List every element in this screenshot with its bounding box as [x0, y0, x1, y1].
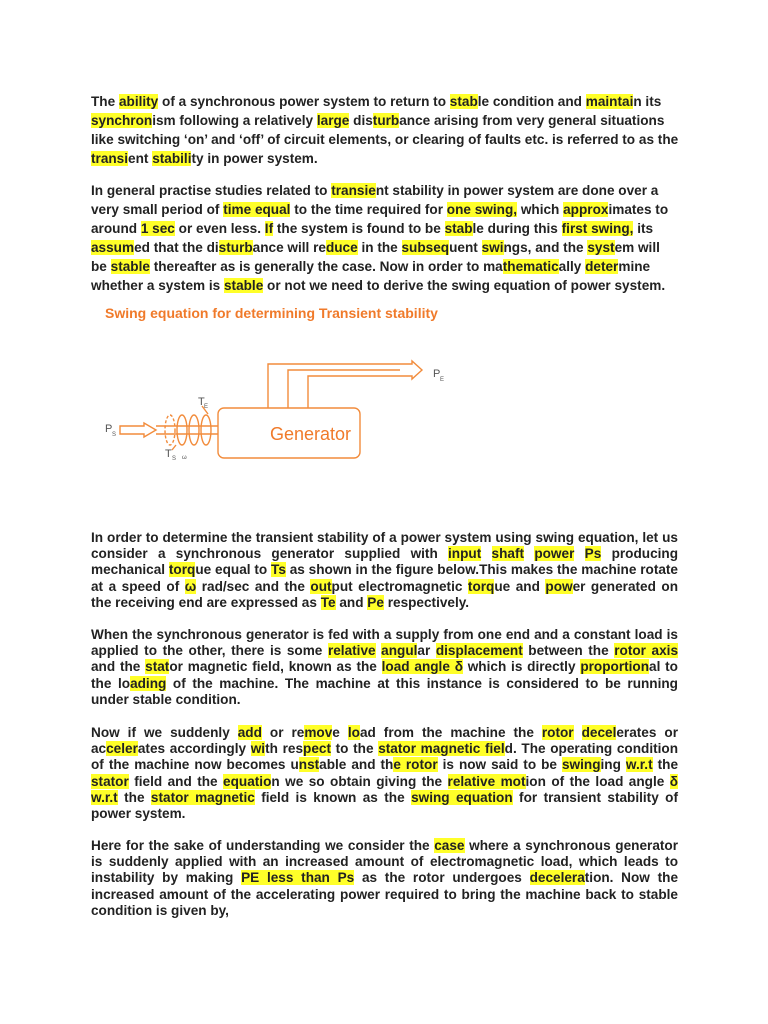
te-label: T: [198, 396, 205, 408]
text-run: the system is found to be: [273, 221, 445, 236]
text-run: which is directly: [462, 659, 581, 675]
text-run: of a synchronous power system to return to: [158, 94, 450, 109]
ts-label: T: [165, 448, 172, 460]
highlighted-term: maintai: [585, 94, 634, 109]
highlighted-term: out: [310, 578, 332, 594]
text-run: d. The operating condition of the machine now becomes u: [91, 741, 679, 773]
text-run: [574, 725, 582, 740]
torque-arc-1: [165, 415, 175, 445]
highlighted-term: displacement: [435, 643, 523, 659]
highlighted-term: Pe: [367, 594, 384, 610]
input-arrow: [120, 423, 156, 437]
highlighted-term: assum: [91, 240, 135, 255]
text-run: er generated on the receiving end are expressed as: [91, 578, 678, 610]
text-run: tion. Now the increased amount of the accelerating power required to bring the machine back to stable condition is given by,: [91, 870, 679, 918]
highlighted-term: celer: [106, 741, 138, 757]
highlighted-term: Te: [320, 594, 336, 610]
text-run: which: [517, 202, 564, 217]
highlighted-term: stat: [145, 659, 170, 675]
text-run: or re: [261, 725, 305, 740]
highlighted-term: large: [316, 113, 350, 128]
ts-subscript: S: [172, 456, 177, 462]
text-run: [481, 546, 491, 561]
highlighted-term: synchron: [91, 113, 153, 128]
text-run: as the rotor undergoes: [354, 870, 530, 886]
text-run: ad from the machine the: [359, 725, 542, 740]
highlighted-term: turb: [372, 113, 400, 128]
text-run: is now said to be: [437, 757, 562, 773]
paragraph-swing-equation: [91, 725, 678, 822]
text-run: ue and: [494, 578, 546, 594]
text-run: the: [117, 789, 151, 805]
highlighted-term: ω: [184, 578, 197, 594]
text-run: le condition and: [477, 94, 586, 109]
highlighted-term: transie: [331, 183, 376, 198]
highlighted-term: angul: [381, 643, 418, 659]
highlighted-term: w.r.t: [625, 757, 653, 773]
text-run: The: [91, 94, 119, 109]
text-run: ance will re: [252, 240, 326, 255]
text-run: mine whether a system is: [91, 259, 651, 293]
text-run: ates accordingly: [137, 741, 251, 757]
highlighted-term: first swing,: [561, 221, 634, 236]
text-run: ing: [600, 757, 626, 773]
highlighted-term: stab: [449, 94, 478, 109]
highlighted-term: swing: [562, 757, 601, 773]
text-run: al to the lo: [91, 659, 678, 691]
text-run: ty in power system.: [191, 151, 318, 166]
highlighted-term: wi: [250, 741, 266, 757]
highlighted-term: stable: [110, 259, 150, 274]
generator-label: Generator: [270, 424, 352, 444]
paragraph-swing-setup: [91, 530, 678, 611]
text-run: as shown in the figure below.This makes the machine rotate at a speed of: [91, 562, 678, 594]
ps-label: P: [105, 423, 113, 435]
text-run: ue equal to: [195, 562, 272, 578]
highlighted-term: rotor axis: [614, 643, 678, 659]
highlighted-term: Ts: [271, 562, 286, 578]
text-run: em will be: [91, 240, 660, 274]
highlighted-term: swing equation: [411, 789, 513, 805]
highlighted-term: power: [534, 546, 575, 562]
text-run: imates to around: [91, 202, 669, 236]
highlighted-term: pect: [303, 741, 331, 757]
highlighted-term: one swing,: [446, 202, 518, 217]
paragraph-load-angle: [91, 627, 678, 708]
text-run: put electromagnetic: [331, 578, 468, 594]
highlighted-term: If: [264, 221, 274, 236]
highlighted-term: time equal: [223, 202, 291, 217]
text-run: uent: [449, 240, 482, 255]
highlighted-term: pow: [545, 578, 573, 594]
text-run: nt stability in power system are done over a very small period of: [91, 183, 659, 217]
text-run: Here for the sake of understanding we consider the: [91, 838, 435, 853]
highlighted-term: torq: [467, 578, 495, 594]
text-run: to the time required for: [290, 202, 447, 217]
output-line-3: [308, 376, 400, 408]
highlighted-term: stator: [91, 773, 129, 789]
text-run: and: [335, 594, 368, 610]
highlighted-term: case: [434, 838, 465, 853]
text-run: ally: [558, 259, 586, 274]
highlighted-term: shaft: [491, 546, 525, 562]
text-run: In general practise studies related to: [91, 183, 332, 198]
text-run: and the: [91, 659, 146, 675]
highlighted-term: swi: [481, 240, 504, 255]
text-run: ent: [128, 151, 153, 166]
text-run: of the machine. The machine at this instance is considered to be running under stable condition.: [91, 675, 678, 707]
highlighted-term: deter: [585, 259, 619, 274]
text-run: ed that the di: [134, 240, 219, 255]
text-run: thereafter as is generally the case. Now in order to ma: [149, 259, 503, 274]
text-run: Now if we suddenly: [91, 725, 238, 740]
highlighted-term: PE less than Ps: [241, 870, 355, 886]
highlighted-term: stabili: [152, 151, 192, 166]
pe-label: P: [433, 368, 441, 380]
text-run: [574, 546, 584, 561]
paragraph-transient-studies: [91, 181, 679, 295]
text-run: its: [633, 221, 654, 236]
text-run: ngs, and the: [503, 240, 588, 255]
highlighted-term: approx: [563, 202, 609, 217]
highlighted-term: mov: [304, 725, 333, 740]
text-run: In order to determine the transient stability of a power system using swing equation, let us consider a synchronous generator supplied with: [91, 530, 678, 562]
highlighted-term: 1 sec: [140, 221, 175, 236]
torque-arc-2: [177, 415, 187, 445]
highlighted-term: Ps: [584, 546, 602, 562]
text-run: le during this: [472, 221, 562, 236]
highlighted-term: δ w.r.t: [91, 773, 679, 805]
paragraph-intro: [91, 92, 679, 168]
text-run: rad/sec and the: [196, 578, 311, 594]
text-run: or not we need to derive the swing equation of power system.: [263, 278, 666, 293]
text-run: When the synchronous generator is fed with a supply from one end and a constant load is applied to the other, there is some: [91, 627, 678, 659]
highlighted-term: subseq: [401, 240, 450, 255]
paragraph-deceleration: [91, 838, 678, 919]
highlighted-term: thematic: [502, 259, 559, 274]
highlighted-term: duce: [325, 240, 358, 255]
text-run: between the: [522, 643, 615, 659]
text-run: n its: [633, 94, 662, 109]
highlighted-term: transi: [91, 151, 129, 166]
highlighted-term: ading: [130, 675, 167, 691]
highlighted-term: stator magnetic fiel: [378, 741, 505, 757]
text-run: to the: [330, 741, 379, 757]
output-arrow: [400, 361, 422, 379]
section-heading: Swing equation for determining Transient stability: [105, 305, 438, 321]
highlighted-term: stator magnetic: [150, 789, 255, 805]
text-run: ion of the load angle: [525, 773, 670, 789]
torque-arc-4: [201, 415, 211, 445]
highlighted-term: rotor: [541, 725, 574, 740]
highlighted-term: stable: [223, 278, 264, 293]
ts-pointer: [172, 445, 176, 450]
highlighted-term: stab: [444, 221, 473, 236]
highlighted-term: decel: [581, 725, 617, 740]
text-run: ar: [417, 643, 436, 659]
torque-arc-3: [189, 415, 199, 445]
highlighted-term: add: [237, 725, 262, 740]
highlighted-term: proportion: [580, 659, 650, 675]
text-run: producing mechanical: [91, 546, 679, 578]
text-run: where a synchronous generator is suddenly applied with an increased amount of electromagnetic load, which leads to instability by making: [91, 838, 678, 886]
text-run: able and th: [319, 757, 394, 773]
text-run: ance arising from very general situations like switching ‘on’ and ‘off’ of circuit elements, or clearing of faults etc. is referred to as the: [91, 113, 679, 147]
text-run: for transient stability of power system.: [91, 789, 678, 822]
highlighted-term: decelera: [529, 870, 585, 886]
text-run: e: [332, 725, 348, 740]
text-run: field and the: [128, 773, 224, 789]
highlighted-term: load angle δ: [381, 659, 463, 675]
text-run: in the: [357, 240, 402, 255]
text-run: dis: [349, 113, 373, 128]
omega-label: ω: [182, 455, 187, 461]
ps-subscript: S: [112, 432, 117, 438]
text-run: respectively.: [383, 594, 470, 610]
highlighted-term: nst: [298, 757, 320, 773]
text-run: field is known as the: [254, 789, 412, 805]
text-run: [524, 546, 534, 561]
swing-equation-diagram: [100, 350, 460, 470]
te-subscript: E: [204, 404, 209, 410]
text-run: erates or ac: [91, 725, 678, 757]
text-run: n we so obtain giving the: [271, 773, 448, 789]
highlighted-term: relative: [327, 643, 376, 659]
highlighted-term: relative mot: [447, 773, 526, 789]
highlighted-term: ability: [118, 94, 159, 109]
highlighted-term: syst: [587, 240, 615, 255]
text-run: or magnetic field, known as the: [169, 659, 382, 675]
text-run: ism following a relatively: [152, 113, 317, 128]
pe-subscript: E: [440, 377, 445, 383]
highlighted-term: sturb: [218, 240, 253, 255]
highlighted-term: lo: [347, 725, 360, 740]
highlighted-term: e rotor: [393, 757, 438, 773]
text-run: th res: [265, 741, 304, 757]
highlighted-term: input: [448, 546, 482, 562]
text-run: the: [652, 757, 679, 773]
text-run: or even less.: [174, 221, 265, 236]
highlighted-term: equatio: [223, 773, 272, 789]
highlighted-term: torq: [168, 562, 196, 578]
